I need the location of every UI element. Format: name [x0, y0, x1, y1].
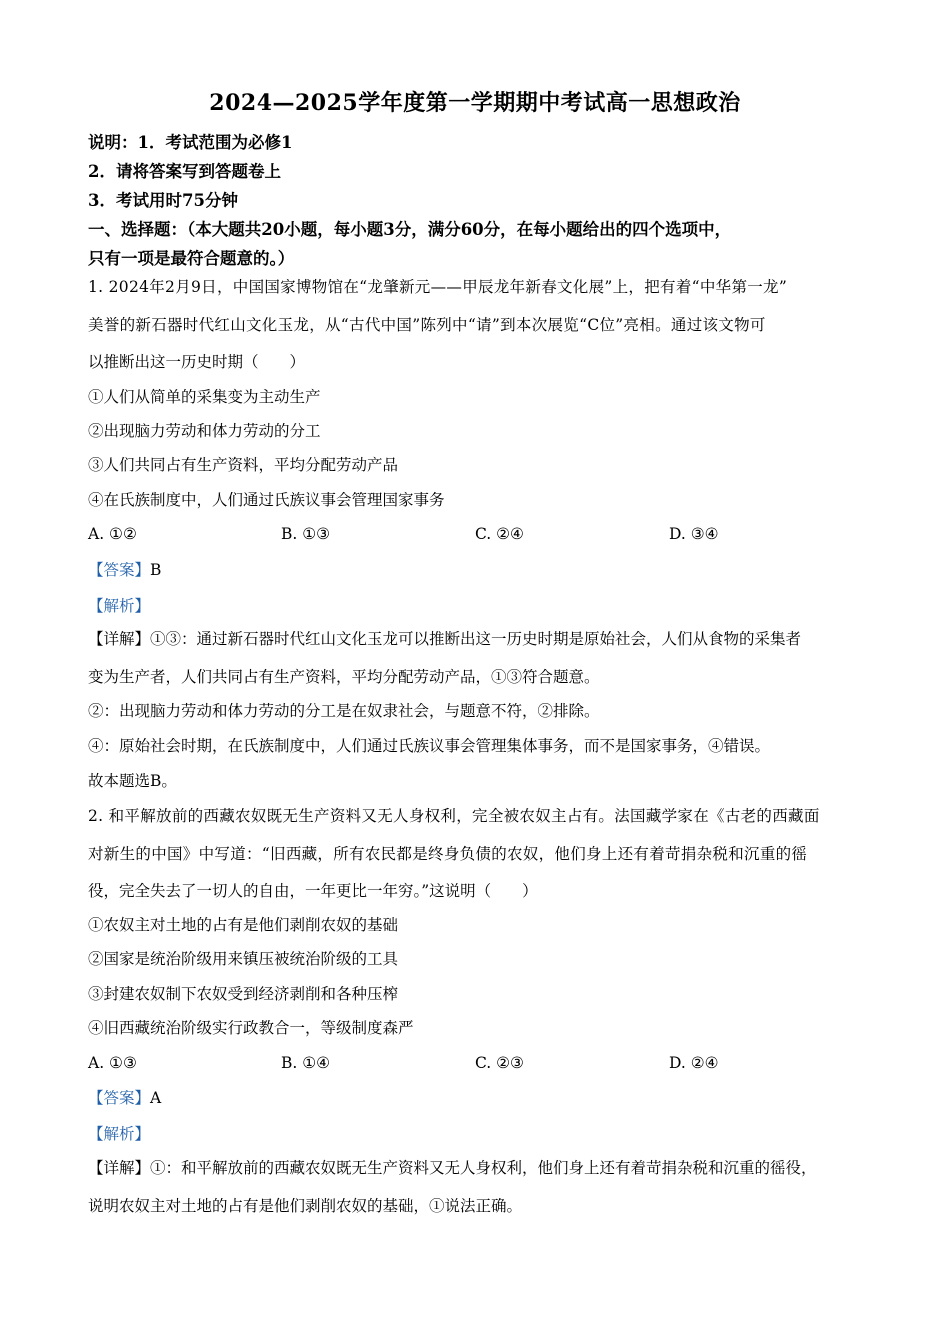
q2-answer-value: A — [150, 1089, 162, 1107]
q1-option-d: D. ③④ — [669, 525, 719, 543]
q2-item-3: ③封建农奴制下农奴受到经济剥削和各种压榨 — [88, 985, 399, 1003]
detail-label: 【详解】 — [88, 630, 151, 648]
q1-detail-line3: ②：出现脑力劳动和体力劳动的分工是在奴隶社会，与题意不符，②排除。 — [88, 702, 600, 720]
analysis-label: 【解析】 — [88, 597, 151, 615]
q2-detail-text1: ①：和平解放前的西藏农奴既无生产资料又无人身权利，他们身上还有着苛捐杂税和沉重的徭役， — [150, 1159, 817, 1177]
answer-label: 【答案】 — [88, 1089, 151, 1107]
detail-label: 【详解】 — [88, 1159, 151, 1177]
q2-option-b: B. ①④ — [281, 1054, 331, 1072]
answer-label: 【答案】 — [88, 561, 151, 579]
q1-answer-value: B — [150, 561, 162, 579]
q2-stem-line2: 对新生的中国》中写道：“旧西藏，所有农民都是终身负债的农奴，他们身上还有着苛捐杂税和沉重的徭 — [88, 845, 808, 863]
q2-option-a: A. ①③ — [88, 1054, 137, 1072]
q2-option-d: D. ②④ — [669, 1054, 719, 1072]
q1-detail-line4: ④：原始社会时期，在氏族制度中，人们通过氏族议事会管理集体事务，而不是国家事务，④错误。 — [88, 737, 771, 755]
q1-conclusion: 故本题选B。 — [88, 772, 177, 790]
q2-stem-line1: 2. 和平解放前的西藏农奴既无生产资料又无人身权利，完全被农奴主占有。法国藏学家在《古老的西藏面 — [88, 807, 820, 825]
q2-answer — [88, 1088, 161, 1108]
section-heading-line1: 一、选择题：（本大题共20小题，每小题3分，满分60分，在每小题给出的四个选项中， — [88, 220, 732, 239]
q2-detail-line2: 说明农奴主对土地的占有是他们剥削农奴的基础，①说法正确。 — [88, 1197, 523, 1215]
q2-option-c: C. ②③ — [475, 1054, 524, 1072]
q1-stem-line1: 1. 2024年2月9日，中国国家博物馆在“龙肇新元——甲辰龙年新春文化展”上，把有着“中华第一龙” — [88, 278, 788, 296]
q1-item-4: ④在氏族制度中，人们通过氏族议事会管理国家事务 — [88, 491, 445, 509]
q2-item-2: ②国家是统治阶级用来镇压被统治阶级的工具 — [88, 950, 399, 968]
q1-item-1: ①人们从简单的采集变为主动生产 — [88, 388, 321, 406]
q1-stem-line3: 以推断出这一历史时期（ ） — [88, 353, 306, 371]
q2-stem-line3: 役，完全失去了一切人的自由，一年更比一年穷。”这说明（ ） — [88, 882, 538, 900]
instruction-1: 说明：1．考试范围为必修1 — [88, 133, 293, 152]
section-heading-line2: 只有一项是最符合题意的。） — [88, 249, 295, 268]
q2-analysis-label — [88, 1124, 150, 1144]
q2-detail-line1 — [88, 1158, 817, 1178]
q1-detail-text1: ①③：通过新石器时代红山文化玉龙可以推断出这一历史时期是原始社会，人们从食物的采集者 — [150, 630, 802, 648]
q1-item-3: ③人们共同占有生产资料，平均分配劳动产品 — [88, 456, 399, 474]
q1-answer — [88, 560, 161, 580]
q1-option-b: B. ①③ — [281, 525, 331, 543]
instruction-2: 2．请将答案写到答题卷上 — [88, 162, 281, 181]
q2-item-1: ①农奴主对土地的占有是他们剥削农奴的基础 — [88, 916, 399, 934]
q1-item-2: ②出现脑力劳动和体力劳动的分工 — [88, 422, 321, 440]
instruction-3: 3．考试用时75分钟 — [88, 191, 238, 210]
q2-item-4: ④旧西藏统治阶级实行政教合一，等级制度森严 — [88, 1019, 414, 1037]
page-title: 2024—2025学年度第一学期期中考试高一思想政治 — [209, 90, 741, 116]
analysis-label: 【解析】 — [88, 1125, 151, 1143]
q1-analysis-label — [88, 596, 150, 616]
q1-detail-line2: 变为生产者，人们共同占有生产资料，平均分配劳动产品，①③符合题意。 — [88, 668, 600, 686]
q1-detail-line1 — [88, 629, 801, 649]
q1-option-a: A. ①② — [88, 525, 137, 543]
q1-stem-line2: 美誉的新石器时代红山文化玉龙，从“古代中国”陈列中“请”到本次展览“C位”亮相。通过该文物可 — [88, 316, 766, 334]
q1-option-c: C. ②④ — [475, 525, 524, 543]
